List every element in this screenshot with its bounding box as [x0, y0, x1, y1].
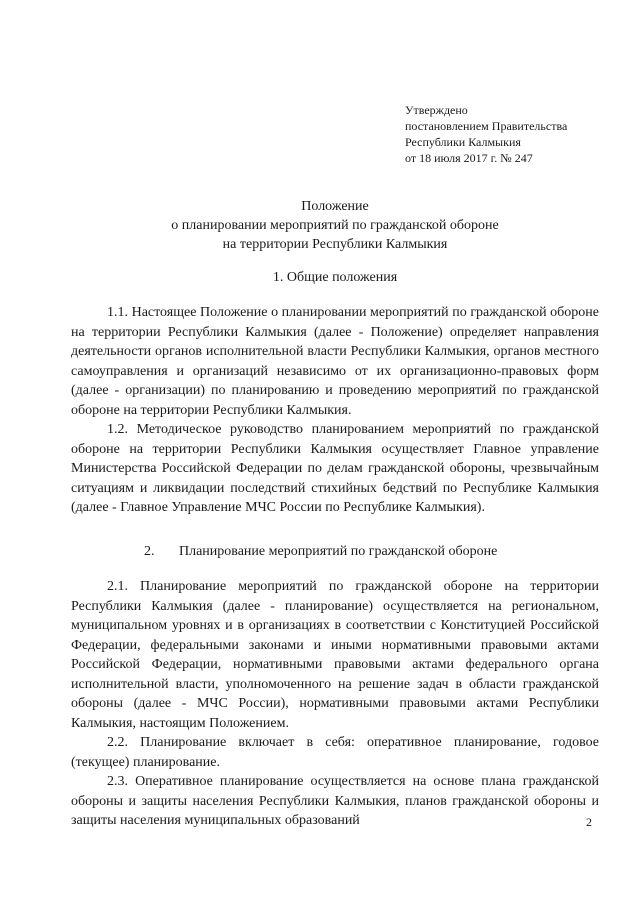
approval-line-4: от 18 июля 2017 г. № 247 — [405, 151, 533, 165]
page-number: 2 — [586, 815, 592, 829]
section-2-number: 2. — [144, 544, 155, 559]
approval-line-2: постановлением Правительства — [405, 119, 568, 133]
title-line-3: на территории Республики Калмыкия — [222, 237, 448, 252]
paragraph-2-2: 2.2. Планирование включает в себя: оперативное планирование, годовое (текущее) планирование. — [71, 735, 599, 770]
section-1-heading: 1. Общие положения — [272, 270, 398, 285]
approval-line-3: Республики Калмыкия — [405, 135, 521, 149]
paragraph-1-1: 1.1. Настоящее Положение о планировании мероприятий по гражданской обороне на территории Республики Калмыкия (далее - Положение) определяет направления деятельности органов исполнительной власти Республики Калмыкия, органов местного самоуправления и организаций независимо от их организационно-правовых форм (далее - организации) по планированию и проведению мероприятий по гражданской обороне на территории Республики Калмыкия. — [71, 305, 599, 418]
approval-stamp — [405, 102, 567, 166]
section-2-body — [71, 577, 599, 831]
section-1-body — [71, 303, 599, 518]
section-2-title: Планирование мероприятий по гражданской обороне — [179, 544, 498, 559]
title-line-1: Положение — [301, 199, 369, 214]
document-title — [71, 197, 599, 254]
paragraph-2-3: 2.3. Оперативное планирование осуществляется на основе плана гражданской обороны и защиты населения Республики Калмыкия, планов гражданской обороны и защиты населения муниципальных образований — [71, 774, 599, 828]
paragraph-2-1: 2.1. Планирование мероприятий по гражданской обороне на территории Республики Калмыкия (далее - планирование) осуществляется на региональном, муниципальном уровнях и в организациях в соответствии с Конституцией Российской Федерации, федеральными законами и иными нормативными правовыми актами Российской Федерации, нормативными правовыми актами федерального органа исполнительной власти, уполномоченного на решение задач в области гражданской обороны (далее - МЧС России), нормативными правовыми актами Республики Калмыкия, настоящим Положением. — [71, 579, 599, 731]
title-line-2: о планировании мероприятий по гражданской обороне — [171, 218, 499, 233]
approval-line-1: Утверждено — [405, 103, 468, 117]
section-2-heading — [71, 542, 497, 561]
paragraph-1-2: 1.2. Методическое руководство планированием мероприятий по гражданской обороне на территории Республики Калмыкия осуществляет Главное управление Министерства Российской Федерации по делам гражданской обороны, чрезвычайным ситуациям и ликвидации последствий стихийных бедствий по Республике Калмыкия (далее - Главное Управление МЧС России по Республике Калмыкия). — [71, 422, 599, 515]
